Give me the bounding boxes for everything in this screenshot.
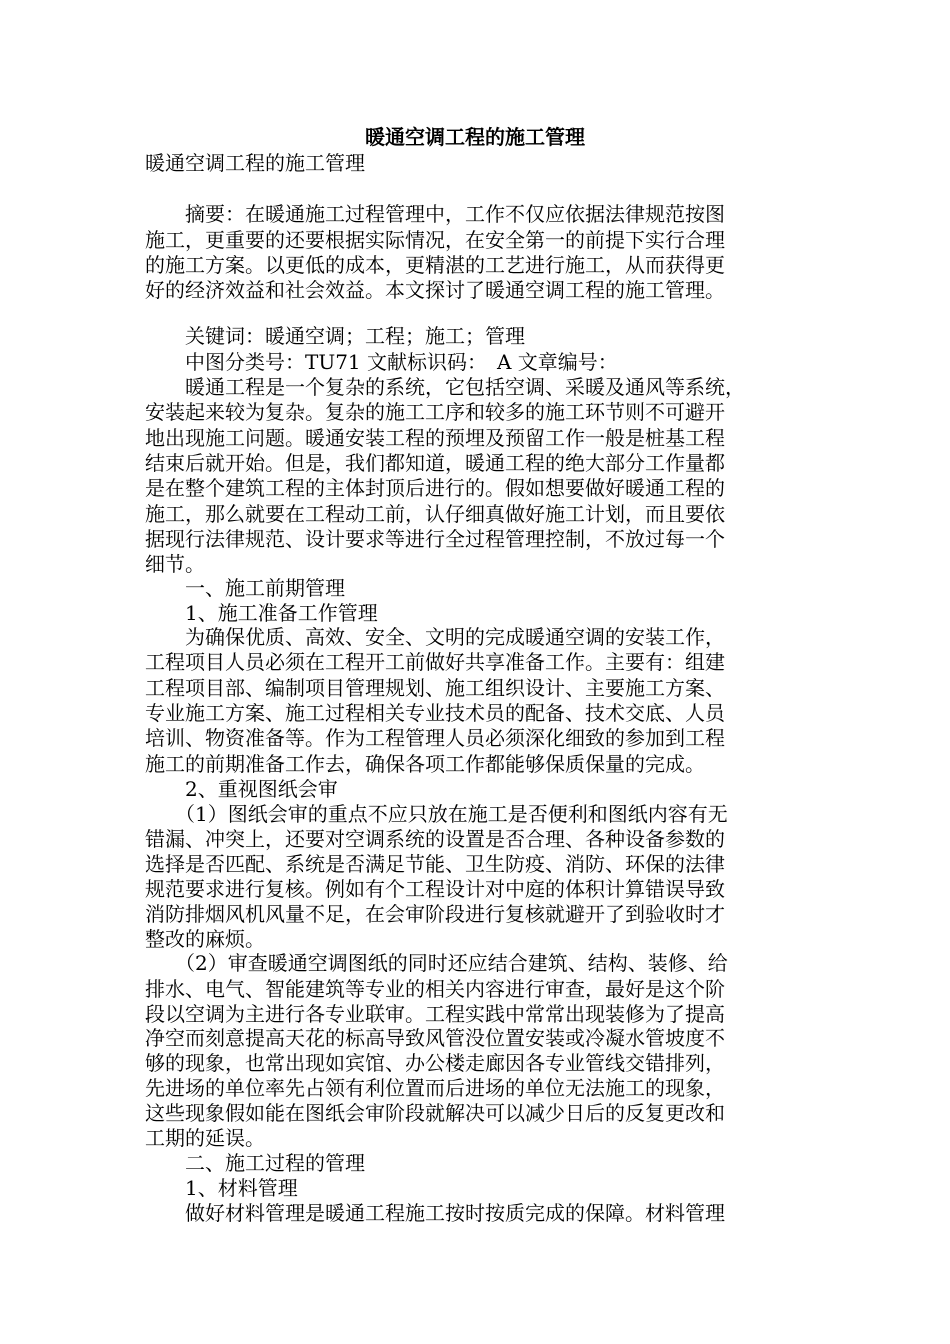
- body-text-line: 段以空调为主进行各专业联审。工程实践中常常出现装修为了提高: [145, 1002, 725, 1026]
- body-text-line: 做好材料管理是暖通工程施工按时按质完成的保障。材料管理: [145, 1201, 725, 1225]
- body-text-line: 排水、电气、智能建筑等专业的相关内容进行审查，最好是这个阶: [145, 977, 725, 1001]
- abstract-line: 的施工方案。以更低的成本，更精湛的工艺进行施工，从而获得更: [145, 253, 725, 277]
- abstract-line: 好的经济效益和社会效益。本文探讨了暖通空调工程的施工管理。: [145, 278, 725, 302]
- abstract-line: 摘要：在暖通施工过程管理中，工作不仅应依据法律规范按图: [145, 202, 725, 226]
- body-text-line: 培训、物资准备等。作为工程管理人员必须深化细致的参加到工程: [145, 726, 725, 750]
- body-text-line: （1）图纸会审的重点不应只放在施工是否便利和图纸内容有无: [145, 802, 728, 826]
- section-heading: 二、施工过程的管理: [145, 1151, 365, 1175]
- keywords-line: 关键词：暖通空调；工程；施工；管理: [145, 324, 525, 348]
- body-text-line: 够的现象，也常出现如宾馆、办公楼走廊因各专业管线交错排列，: [145, 1051, 725, 1075]
- body-text-line: 地出现施工问题。暖通安装工程的预埋及预留工作一般是桩基工程: [145, 426, 725, 450]
- body-text-line: 先进场的单位率先占领有利位置而后进场的单位无法施工的现象，: [145, 1076, 725, 1100]
- subsection-heading: 1、材料管理: [145, 1176, 298, 1200]
- body-text-line: 工程项目人员必须在工程开工前做好共享准备工作。主要有：组建: [145, 650, 725, 674]
- body-text-line: 净空而刻意提高天花的标高导致风管没位置安装或冷凝水管坡度不: [145, 1026, 725, 1050]
- subsection-heading: 1、施工准备工作管理: [145, 601, 378, 625]
- body-text-line: 施工的前期准备工作去，确保各项工作都能够保质保量的完成。: [145, 752, 705, 776]
- body-text-line: 消防排烟风机风量不足，在会审阶段进行复核就避开了到验收时才: [145, 902, 725, 926]
- body-text-line: 为确保优质、高效、安全、文明的完成暖通空调的安装工作，: [145, 625, 725, 649]
- body-text-line: （2）审查暖通空调图纸的同时还应结合建筑、结构、装修、给: [145, 951, 728, 975]
- body-text-line: 工程项目部、编制项目管理规划、施工组织设计、主要施工方案、: [145, 676, 725, 700]
- body-text-line: 错漏、冲突上，还要对空调系统的设置是否合理、各种设备参数的: [145, 827, 725, 851]
- body-text-line: 施工，那么就要在工程动工前，认仔细真做好施工计划，而且要依: [145, 502, 725, 526]
- subsection-heading: 2、重视图纸会审: [145, 777, 338, 801]
- body-text-line: 细节。: [145, 552, 205, 576]
- document-subtitle: 暖通空调工程的施工管理: [145, 151, 365, 175]
- body-text-line: 是在整个建筑工程的主体封顶后进行的。假如想要做好暖通工程的: [145, 476, 725, 500]
- body-text-line: 整改的麻烦。: [145, 927, 265, 951]
- body-text-line: 结束后就开始。但是，我们都知道，暖通工程的绝大部分工作量都: [145, 451, 725, 475]
- body-text-line: 专业施工方案、施工过程相关专业技术员的配备、技术交底、人员: [145, 701, 725, 725]
- body-text-line: 工期的延误。: [145, 1126, 265, 1150]
- body-text-line: 选择是否匹配、系统是否满足节能、卫生防疫、消防、环保的法律: [145, 852, 725, 876]
- body-text-line: 暖通工程是一个复杂的系统，它包括空调、采暖及通风等系统，: [145, 375, 745, 399]
- document-title: 暖通空调工程的施工管理: [365, 125, 585, 149]
- body-text-line: 规范要求进行复核。例如有个工程设计对中庭的体积计算错误导致: [145, 877, 725, 901]
- body-text-line: 这些现象假如能在图纸会审阶段就解决可以减少日后的反复更改和: [145, 1101, 725, 1125]
- abstract-line: 施工，更重要的还要根据实际情况，在安全第一的前提下实行合理: [145, 228, 725, 252]
- body-text-line: 据现行法律规范、设计要求等进行全过程管理控制，不放过每一个: [145, 527, 725, 551]
- body-text-line: 安装起来较为复杂。复杂的施工工序和较多的施工环节则不可避开: [145, 400, 725, 424]
- section-heading: 一、施工前期管理: [145, 576, 345, 600]
- classification-line: 中图分类号：TU71 文献标识码： A 文章编号：: [145, 350, 618, 374]
